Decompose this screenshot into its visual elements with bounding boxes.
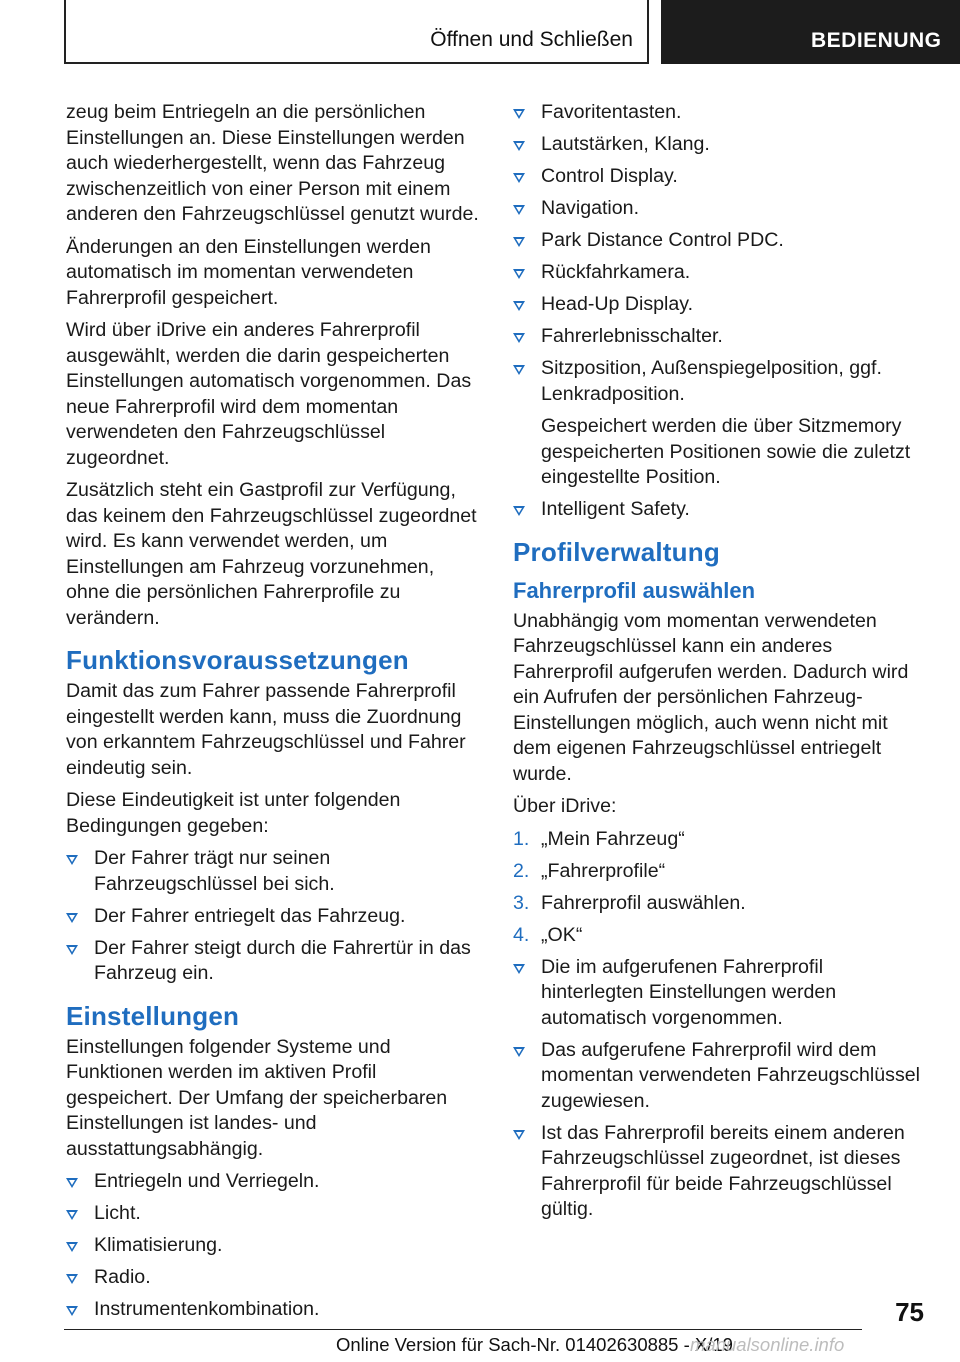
list-item: Lautstärken, Klang.	[513, 132, 928, 158]
chapter-tab-label: BEDIENUNG	[811, 29, 942, 52]
triangle-bullet-icon	[513, 333, 525, 343]
list-item: Sitzposition, Außenspiegelposition, ggf. Lenkradposition. Gespeichert werden die über Sitzmemory gespeicherten Positionen sowie die zuletzt eingestellte Position.	[513, 356, 928, 491]
page-number: 75	[895, 1297, 924, 1327]
list-item: Control Display.	[513, 164, 928, 190]
footer-rule	[64, 1329, 862, 1330]
conditions-list	[66, 846, 481, 987]
paragraph: Änderungen an den Einstellungen werden automatisch im momentan verwendeten Fahrerprofil gespeichert.	[66, 235, 431, 309]
triangle-bullet-icon	[66, 1178, 78, 1188]
settings-list	[66, 1169, 481, 1323]
paragraph: Diese Eindeutigkeit ist unter folgenden Bedingungen gegeben:	[66, 789, 401, 837]
step-item: 4. „OK“	[513, 923, 583, 946]
paragraph: Unabhängig vom momentan verwendeten Fahrzeugschlüssel kann ein anderes Fahrerprofil aufgerufen werden. Dadurch wird ein Aufrufen der persönlichen Fahrzeug-Einstellungen möglich, auch wenn nicht mit dem eigenen Fahrzeugschlüssel entriegelt wurde.	[513, 609, 909, 785]
heading-funktionsvoraussetzungen: Funktionsvoraussetzungen	[66, 645, 409, 675]
list-item: Klimatisierung.	[66, 1233, 481, 1259]
chapter-tab	[661, 0, 960, 64]
triangle-bullet-icon	[66, 1306, 78, 1316]
step-item: 1. „Mein Fahrzeug“	[513, 827, 685, 850]
triangle-bullet-icon	[513, 141, 525, 151]
step-item: 3. Fahrerprofil auswählen.	[513, 891, 746, 914]
footer-version: Online Version für Sach-Nr. 01402630885 - X/19	[336, 1334, 733, 1355]
list-item: Ist das Fahrerprofil bereits einem anderen Fahrzeugschlüssel zugeordnet, ist dieses Fahrerprofil für beide Fahrzeugschlüssel gültig.	[513, 1121, 928, 1223]
triangle-bullet-icon	[513, 237, 525, 247]
list-item: Der Fahrer steigt durch die Fahrertür in das Fahrzeug ein.	[66, 936, 481, 987]
settings-list-continued	[513, 100, 928, 523]
list-item: Das aufgerufene Fahrerprofil wird dem momentan verwendeten Fahrzeugschlüssel zugewiesen.	[513, 1038, 928, 1115]
list-item: Favoritentasten.	[513, 100, 928, 126]
steps-list	[513, 827, 928, 949]
list-item: Rückfahrkamera.	[513, 260, 928, 286]
list-item: Head-Up Display.	[513, 292, 928, 318]
triangle-bullet-icon	[66, 1242, 78, 1252]
heading-fahrerprofil-auswaehlen: Fahrerprofil auswählen	[513, 577, 756, 603]
paragraph: Zusätzlich steht ein Gastprofil zur Verfügung, das keinem den Fahrzeugschlüssel zugeordnet wird. Es kann verwendet werden, um Einstellungen am Fahrzeug vorzunehmen, ohne die persönlichen Fahrerprofile zu verändern.	[66, 479, 477, 629]
list-item: Fahrerlebnisschalter.	[513, 324, 928, 350]
list-item: Radio.	[66, 1265, 481, 1291]
triangle-bullet-icon	[513, 1047, 525, 1057]
triangle-bullet-icon	[66, 913, 78, 923]
list-item: Park Distance Control PDC.	[513, 228, 928, 254]
paragraph: Damit das zum Fahrer passende Fahrerprofil eingestellt werden kann, muss die Zuordnung von erkanntem Fahrzeugschlüssel und Fahrer eindeutig sein.	[66, 680, 466, 779]
triangle-bullet-icon	[66, 855, 78, 865]
results-list	[513, 955, 928, 1223]
paragraph: Einstellungen folgender Systeme und Funktionen werden im aktiven Profil gespeichert. Der Umfang der speicherbaren Einstellungen ist landes- und ausstattungsabhängig.	[66, 1035, 448, 1160]
list-item: Der Fahrer trägt nur seinen Fahrzeugschlüssel bei sich.	[66, 846, 481, 897]
list-item: Licht.	[66, 1201, 481, 1227]
left-column	[66, 100, 481, 1329]
triangle-bullet-icon	[513, 365, 525, 375]
paragraph: zeug beim Entriegeln an die persönlichen Einstellungen an. Diese Einstellungen werden auch wiederhergestellt, wenn das Fahrzeug zwischenzeitlich von einer Person mit einem anderen den Fahrzeugschlüssel genutzt wurde.	[66, 101, 479, 225]
triangle-bullet-icon	[513, 269, 525, 279]
list-item: Intelligent Safety.	[513, 497, 928, 523]
right-column	[513, 100, 928, 1229]
heading-profilverwaltung: Profilverwaltung	[513, 536, 720, 567]
section-title: Öffnen und Schließen	[430, 28, 633, 51]
list-item: Instrumentenkombination.	[66, 1297, 481, 1323]
triangle-bullet-icon	[513, 205, 525, 215]
triangle-bullet-icon	[513, 301, 525, 311]
triangle-bullet-icon	[513, 1130, 525, 1140]
triangle-bullet-icon	[513, 173, 525, 183]
triangle-bullet-icon	[66, 1274, 78, 1284]
paragraph: Über iDrive:	[513, 795, 617, 817]
heading-einstellungen: Einstellungen	[66, 1000, 240, 1031]
watermark-logo: manualsonline.info	[690, 1334, 845, 1355]
list-item: Navigation.	[513, 196, 928, 222]
triangle-bullet-icon	[513, 506, 525, 516]
list-item: Entriegeln und Verriegeln.	[66, 1169, 481, 1195]
paragraph: Wird über iDrive ein anderes Fahrerprofil ausgewählt, werden die darin gespeicherten Einstellungen automatisch vorgenommen. Das neue Fahrerprofil wird dem momentan verwendeten den Fahrzeugschlüssel zugeordnet.	[66, 319, 472, 469]
header-frame	[64, 0, 649, 64]
list-item: Der Fahrer entriegelt das Fahrzeug.	[66, 904, 481, 930]
list-item: Die im aufgerufenen Fahrerprofil hinterlegten Einstellungen werden automatisch vorgenommen.	[513, 955, 928, 1032]
seat-note: Gespeichert werden die über Sitzmemory gespeicherten Positionen sowie die zuletzt eingestellte Position.	[541, 415, 911, 488]
triangle-bullet-icon	[513, 109, 525, 119]
triangle-bullet-icon	[513, 964, 525, 974]
step-item: 2. „Fahrerprofile“	[513, 859, 666, 882]
triangle-bullet-icon	[66, 1210, 78, 1220]
triangle-bullet-icon	[66, 945, 78, 955]
